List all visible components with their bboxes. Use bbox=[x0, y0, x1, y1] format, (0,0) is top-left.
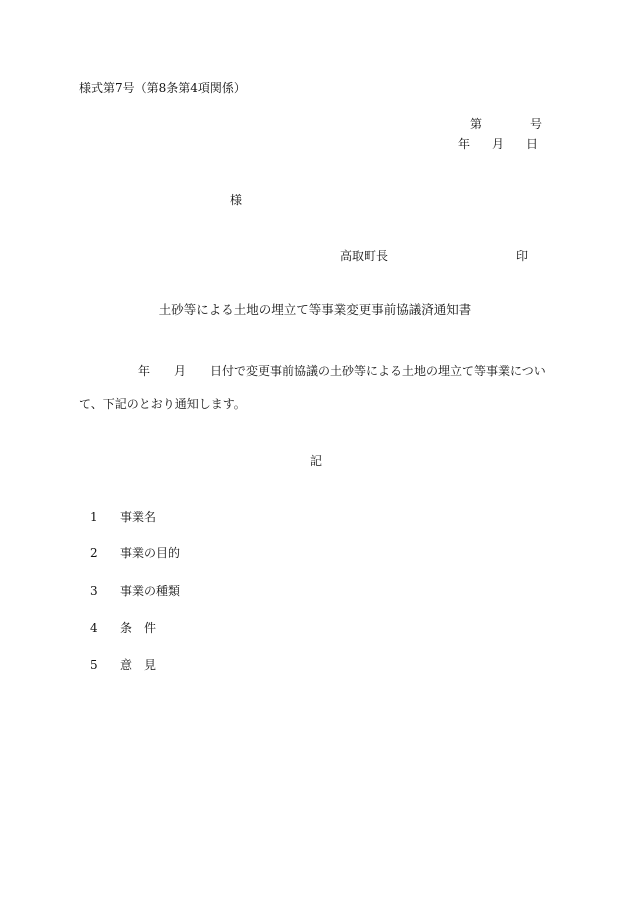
body-text-line-1 bbox=[138, 365, 546, 377]
item-number: 4 bbox=[90, 621, 98, 635]
number-suffix: 号 bbox=[530, 117, 543, 131]
list-item bbox=[90, 511, 156, 523]
item-label: 事業の種類 bbox=[120, 584, 181, 598]
item-label: 事業の目的 bbox=[120, 546, 181, 560]
document-title: 土砂等による土地の埋立て等事業変更事前協議済通知書 bbox=[158, 302, 472, 317]
seal-mark: 印 bbox=[516, 249, 529, 263]
date-day: 日 bbox=[526, 137, 539, 151]
item-label: 意 見 bbox=[120, 658, 157, 672]
item-label: 条 件 bbox=[120, 621, 157, 635]
body-line1-rest: 日付で変更事前協議の土砂等による土地の埋立て等事業につい bbox=[210, 364, 546, 378]
issue-date-line bbox=[458, 138, 538, 150]
form-reference: 様式第7号（第8条第4項関係） bbox=[79, 81, 246, 95]
date-year: 年 bbox=[458, 137, 471, 151]
number-prefix: 第 bbox=[470, 117, 483, 131]
list-item bbox=[90, 547, 180, 559]
document-number-line bbox=[470, 118, 542, 130]
item-number: 1 bbox=[90, 510, 98, 524]
item-number: 5 bbox=[90, 658, 98, 672]
addressee: 様 bbox=[230, 193, 243, 207]
date-month: 月 bbox=[492, 137, 505, 151]
item-label: 事業名 bbox=[120, 510, 157, 524]
body-text-line-2: て、下記のとおり通知します。 bbox=[79, 397, 246, 411]
list-item bbox=[90, 585, 180, 597]
item-number: 3 bbox=[90, 584, 98, 598]
body-month: 月 bbox=[174, 364, 187, 378]
list-item bbox=[90, 622, 156, 634]
list-item bbox=[90, 659, 156, 671]
sender-name: 高取町長 bbox=[340, 249, 389, 263]
body-year: 年 bbox=[138, 364, 151, 378]
item-number: 2 bbox=[90, 546, 98, 560]
ki-heading: 記 bbox=[310, 454, 323, 468]
